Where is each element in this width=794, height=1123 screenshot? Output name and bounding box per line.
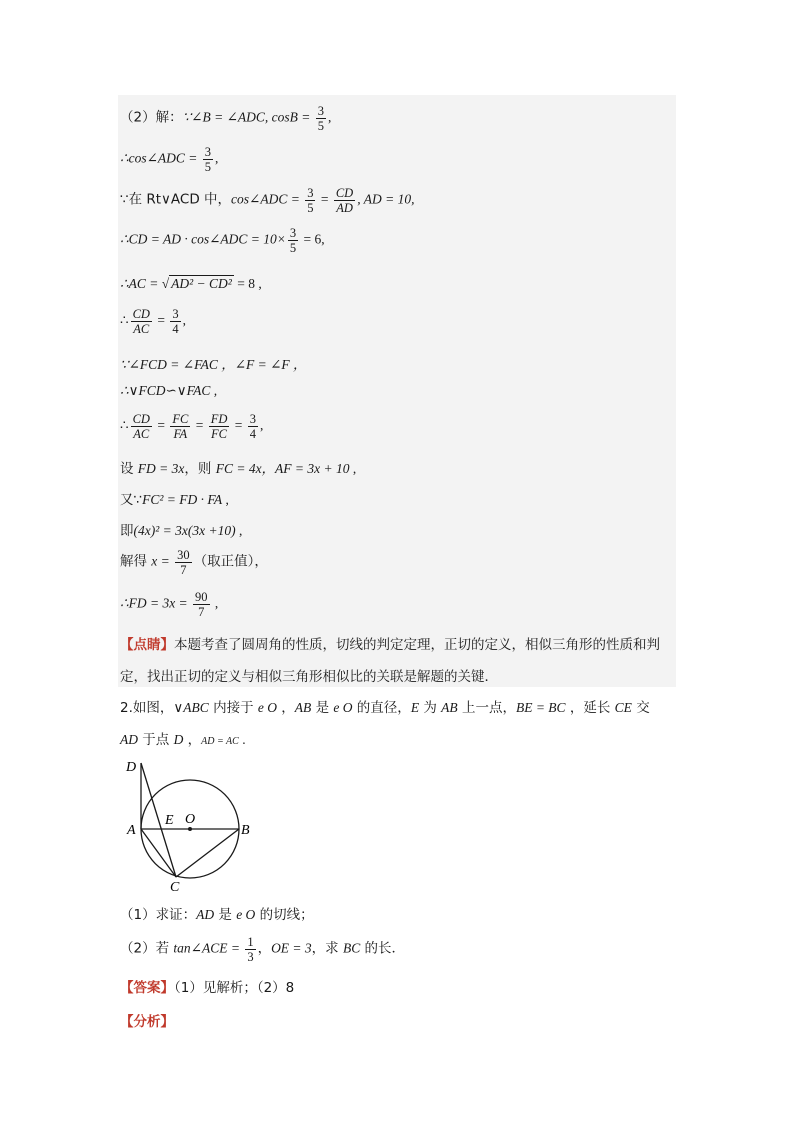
math: ∴cos∠ADC =	[120, 150, 201, 166]
solution-line-3	[120, 186, 414, 215]
numerator: 3	[317, 104, 325, 118]
math: E	[410, 700, 420, 715]
text: ∵在 Rt∨ACD 中，	[120, 191, 232, 208]
solution-line-11	[120, 488, 229, 508]
fraction	[170, 412, 190, 441]
denominator: AC	[133, 427, 150, 441]
text: （1）求证：	[120, 907, 197, 923]
math: =	[231, 417, 246, 433]
math: = 6,	[300, 231, 325, 247]
analysis-tag: 【分析】	[120, 1014, 174, 1030]
text: 是	[214, 907, 237, 923]
solution-line-5	[120, 276, 262, 292]
center-point	[188, 827, 192, 831]
denominator: AD	[336, 201, 353, 215]
answer-line	[120, 976, 294, 996]
text: （取正值），	[193, 553, 268, 570]
math: FC² = FD · FA	[142, 492, 223, 507]
question-2-part-2	[120, 935, 405, 964]
numerator: FD	[210, 412, 228, 426]
radicand: AD² − CD²	[171, 276, 232, 291]
fraction	[193, 590, 210, 619]
solution-line-8: ∴∨FCD∽∨FAC ,	[120, 383, 218, 398]
math: tan∠ACE =	[173, 940, 244, 956]
denominator: 7	[198, 605, 205, 619]
numerator: FC	[172, 412, 189, 426]
denominator: 5	[317, 119, 325, 133]
denominator: 4	[172, 322, 179, 336]
text: ，	[257, 940, 272, 957]
comment-text: 本题考查了圆周角的性质，切线的判定定理，正切的定义，相似三角形的性质和判	[174, 637, 660, 653]
math: ∨ABC	[173, 700, 209, 715]
math: =	[153, 417, 169, 433]
comment-line-2: 定，找出正切的定义与相似三角形相似比的关联是解题的关键．	[120, 669, 498, 685]
numerator: 90	[195, 590, 208, 604]
numerator: 3	[204, 145, 212, 159]
math: ∴AC = √	[120, 276, 170, 291]
fraction	[209, 412, 230, 441]
question-2-line-1	[120, 696, 650, 716]
solution-line-13	[120, 548, 268, 577]
fraction	[248, 412, 258, 441]
comment-line-1	[120, 633, 660, 653]
math: cos∠ADC =	[231, 191, 304, 207]
math: OE = 3	[271, 940, 312, 956]
denominator: FA	[173, 427, 188, 441]
math: , AD = 10,	[357, 191, 415, 207]
numerator: 3	[289, 226, 297, 240]
math: ∴CD = AD · cos∠ADC = 10×	[120, 231, 286, 247]
segment-ac	[141, 829, 176, 877]
math: ∴	[120, 312, 129, 328]
text: 交	[631, 700, 650, 716]
math: ,	[211, 595, 219, 611]
text: ，则	[184, 461, 216, 477]
fraction	[131, 307, 152, 336]
denominator: 4	[249, 427, 256, 441]
fraction	[131, 412, 152, 441]
fraction	[305, 186, 315, 215]
question-2-line-2	[120, 728, 246, 748]
text: 的切线；	[255, 907, 314, 923]
math: =	[192, 417, 207, 433]
text: 上一点，	[457, 700, 516, 716]
math: AB	[441, 700, 458, 715]
math: CE	[614, 700, 632, 715]
math: x =	[151, 553, 174, 569]
text: ，	[183, 732, 202, 748]
fraction	[170, 307, 180, 336]
solution-line-7: ∵∠FCD = ∠FAC ，∠F = ∠F ，	[120, 357, 307, 372]
denominator: 5	[289, 241, 297, 255]
math: ,	[215, 150, 219, 166]
denominator: 5	[204, 160, 212, 174]
solution-line-4	[120, 226, 325, 255]
numerator: 3	[249, 412, 256, 426]
label-o: O	[185, 812, 196, 827]
numerator: 30	[177, 548, 190, 562]
math: AD	[196, 907, 215, 922]
solution-line-9	[120, 412, 263, 441]
math: ∵∠B = ∠ADC, cosB =	[182, 109, 314, 125]
fraction	[334, 186, 355, 215]
numerator: 3	[172, 307, 179, 321]
math: AB	[294, 700, 312, 715]
math: ,	[235, 523, 243, 538]
math: e O	[257, 700, 277, 715]
text: 内接于	[208, 700, 258, 716]
solution-line-12	[120, 519, 242, 539]
math: FD = 3x	[137, 461, 185, 476]
text: 是	[311, 700, 334, 716]
text: ，	[277, 700, 295, 716]
math: BE = BC	[515, 700, 566, 715]
numerator: CD	[132, 307, 150, 321]
analysis-line	[120, 1010, 174, 1030]
text: 2.如图，	[120, 700, 174, 716]
denominator: 3	[247, 950, 254, 964]
text: （2）若	[120, 940, 174, 957]
denominator: 7	[180, 563, 187, 577]
math: =	[317, 191, 332, 207]
math: AD	[120, 732, 138, 747]
text: 于点	[138, 732, 174, 748]
solution-line-6	[120, 307, 186, 336]
fraction	[203, 145, 213, 174]
math: = 8 ,	[233, 276, 262, 291]
denominator: 5	[307, 201, 314, 215]
numerator: 3	[307, 186, 314, 200]
answer-text: （1）见解析；（2）8	[174, 980, 295, 996]
label-b: B	[241, 823, 250, 838]
math: =	[153, 312, 169, 328]
numerator: CD	[132, 412, 150, 426]
fraction	[316, 104, 326, 133]
math: ,	[260, 417, 264, 433]
math: (4x)² = 3x(3x +10)	[133, 523, 236, 538]
segment-bc	[176, 829, 239, 877]
text: 解得	[120, 553, 152, 570]
text: 即	[120, 523, 134, 539]
text: 为	[419, 700, 442, 716]
comment-tag: 【点睛】	[120, 637, 174, 653]
fraction	[245, 935, 255, 964]
math: ,	[349, 461, 357, 476]
label-d: D	[126, 760, 137, 775]
math: AD = AC	[201, 736, 239, 747]
fraction	[175, 548, 192, 577]
label-e: E	[165, 813, 174, 828]
solution-line-2	[120, 145, 218, 174]
answer-tag: 【答案】	[120, 980, 174, 996]
math: e O	[236, 907, 256, 922]
text: ，求	[311, 940, 343, 957]
math: ,	[328, 109, 332, 125]
text: 又∵	[120, 492, 143, 508]
math: e O	[333, 700, 353, 715]
math: FC = 4x，AF = 3x + 10	[215, 461, 350, 476]
text: 的直径，	[352, 700, 411, 716]
math: ∴	[120, 417, 129, 433]
text: 的长．	[360, 940, 406, 957]
denominator: AC	[133, 322, 150, 336]
denominator: FC	[211, 427, 228, 441]
math: BC	[342, 940, 361, 956]
math: ∴FD = 3x =	[120, 595, 192, 611]
label-a: A	[127, 823, 136, 838]
text: 设	[120, 461, 138, 477]
text: .	[238, 732, 246, 747]
text: ，延长	[565, 700, 615, 716]
question-2-part-1	[120, 903, 314, 923]
math: D	[173, 732, 184, 747]
math: ,	[182, 312, 186, 328]
solution-line-1	[120, 104, 331, 133]
solution-line-10	[120, 457, 356, 477]
numerator: CD	[335, 186, 354, 200]
math: ,	[222, 492, 229, 507]
numerator: 1	[247, 935, 254, 949]
label-c: C	[170, 880, 180, 895]
fraction	[288, 226, 298, 255]
solution-line-14	[120, 590, 218, 619]
solution-lead: （2）解：	[120, 109, 183, 126]
circle-geometry-figure	[118, 755, 258, 895]
